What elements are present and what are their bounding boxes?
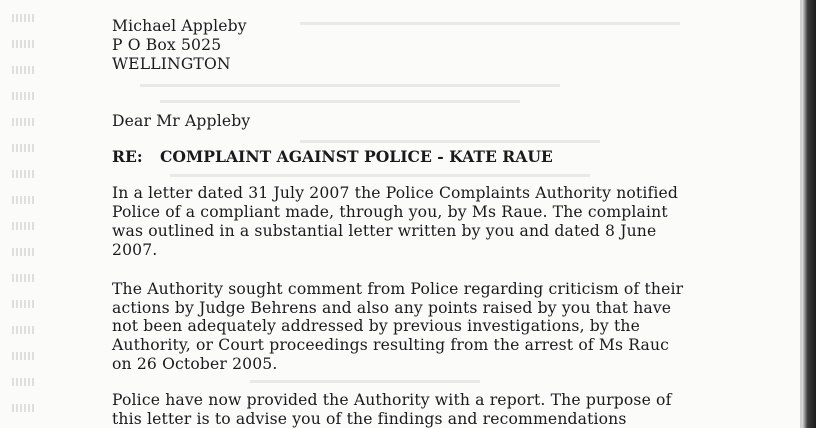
address-line-city: WELLINGTON bbox=[112, 55, 231, 73]
paragraph-2-line: not been adequately addressed by previous investigations, by the bbox=[112, 317, 640, 335]
paragraph-2-line: Authority, or Court proceedings resulting from the arrest of Ms Rauc bbox=[112, 336, 670, 354]
paragraph-2-line: actions by Judge Behrens and also any points raised by you that have bbox=[112, 299, 672, 317]
binding-edge-artifacts bbox=[12, 0, 38, 428]
scanner-dark-edge bbox=[802, 0, 816, 428]
paragraph-1-line: In a letter dated 31 July 2007 the Police Complaints Authority notified bbox=[112, 184, 679, 202]
paragraph-3-line: Police have now provided the Authority with a report. The purpose of bbox=[112, 391, 672, 409]
salutation: Dear Mr Appleby bbox=[112, 112, 251, 130]
paragraph-1-line: Police of a compliant made, through you, by Ms Raue. The complaint bbox=[112, 203, 668, 221]
address-line-name: Michael Appleby bbox=[112, 17, 247, 35]
paragraph-2-line: The Authority sought comment from Police regarding criticism of their bbox=[112, 280, 684, 298]
subject-line bbox=[112, 147, 553, 166]
subject-text: COMPLAINT AGAINST POLICE - KATE RAUE bbox=[160, 147, 553, 166]
address-line-po-box: P O Box 5025 bbox=[112, 36, 222, 54]
paragraph-1-line: was outlined in a substantial letter written by you and dated 8 June bbox=[112, 222, 657, 240]
paragraph-1-line: 2007. bbox=[112, 241, 158, 259]
paragraph-2-line: on 26 October 2005. bbox=[112, 355, 278, 373]
paragraph-3-line: this letter is to advise you of the findings and recommendations bbox=[112, 410, 627, 428]
subject-prefix: RE: bbox=[112, 147, 143, 166]
